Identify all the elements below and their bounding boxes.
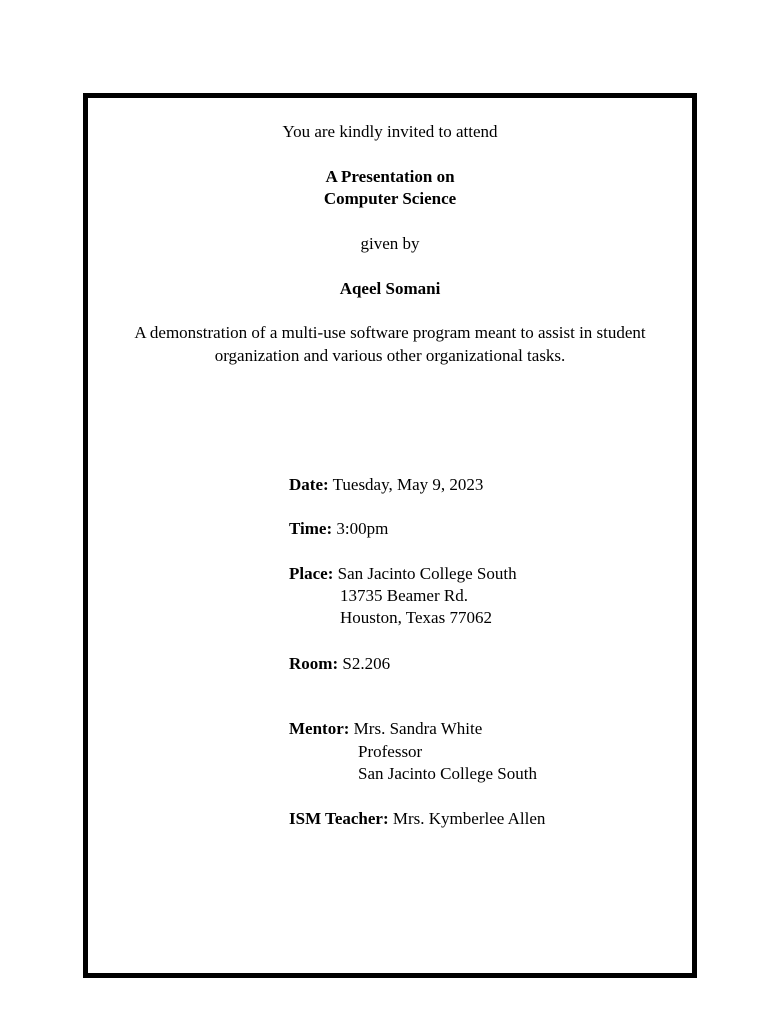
presentation-title-line2: Computer Science xyxy=(323,189,457,208)
date-row xyxy=(289,474,483,496)
date-value: Tuesday, May 9, 2023 xyxy=(332,475,484,494)
time-value: 3:00pm xyxy=(336,519,389,538)
room-row xyxy=(289,653,390,675)
presentation-title-line1: A Presentation on xyxy=(325,167,455,186)
description-line2: organization and various other organizational tasks. xyxy=(214,346,566,365)
place-line2: 13735 Beamer Rd. xyxy=(340,586,468,605)
mentor-label: Mentor: xyxy=(289,719,350,738)
room-value: S2.206 xyxy=(342,654,391,673)
ism-teacher-value: Mrs. Kymberlee Allen xyxy=(392,809,546,828)
ism-teacher-label: ISM Teacher: xyxy=(289,809,389,828)
intro-text: You are kindly invited to attend xyxy=(282,122,498,141)
place-line1: San Jacinto College South xyxy=(337,564,517,583)
given-by-text: given by xyxy=(360,234,420,253)
mentor-line2: Professor xyxy=(358,742,423,761)
description-line1: A demonstration of a multi-use software program meant to assist in student xyxy=(134,323,646,342)
time-label: Time: xyxy=(289,519,333,538)
ism-teacher-row xyxy=(289,808,545,830)
mentor-line1: Mrs. Sandra White xyxy=(353,719,483,738)
invitation-border xyxy=(83,93,697,978)
presenter-name: Aqeel Somani xyxy=(339,279,441,298)
time-row xyxy=(289,518,388,540)
mentor-row xyxy=(289,718,482,740)
room-label: Room: xyxy=(289,654,339,673)
place-row xyxy=(289,563,517,585)
date-label: Date: xyxy=(289,475,329,494)
place-line3: Houston, Texas 77062 xyxy=(340,608,492,627)
mentor-line3: San Jacinto College South xyxy=(358,764,537,783)
place-label: Place: xyxy=(289,564,334,583)
